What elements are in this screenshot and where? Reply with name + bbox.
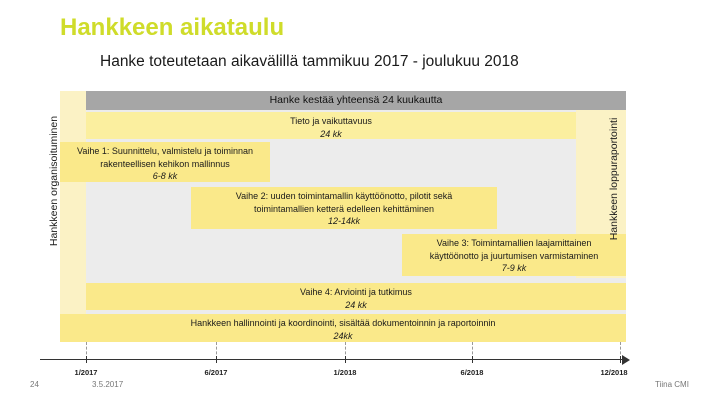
gantt-header: Hanke kestää yhteensä 24 kuukautta xyxy=(86,91,626,110)
right-vertical-label: Hankkeen loppuraportointi xyxy=(608,117,620,241)
timeline-tick xyxy=(620,356,621,363)
timeline-arrowhead xyxy=(622,355,630,365)
timeline-label: 12/2018 xyxy=(600,368,628,377)
slide-subtitle: Hanke toteutetaan aikavälillä tammikuu 2017 - joulukuu 2018 xyxy=(100,53,519,70)
left-strip xyxy=(60,91,86,342)
phase-1-line1: Vaihe 1: Suunnittelu, valmistelu ja toiminnan xyxy=(77,146,253,156)
timeline-tick xyxy=(472,356,473,363)
phase-3 xyxy=(402,234,626,276)
phase-3-duration: 7-9 kk xyxy=(501,263,527,273)
phase-2 xyxy=(191,187,497,229)
phase-4 xyxy=(86,283,626,310)
phase-4-line1: Vaihe 4: Arviointi ja tutkimus xyxy=(300,287,412,297)
footer-author: Tiina CMI xyxy=(655,380,689,389)
timeline-label: 6/2017 xyxy=(204,368,228,377)
phase-2-line2: toimintamallien ketterä edelleen kehittäminen xyxy=(253,203,435,214)
phase-1-duration: 6-8 kk xyxy=(152,171,178,181)
timeline-label: 1/2018 xyxy=(333,368,357,377)
timeline-tick xyxy=(345,356,346,363)
timeline-tick xyxy=(216,356,217,363)
phase-2-duration: 12-14kk xyxy=(327,216,361,226)
phase-administration xyxy=(60,314,626,342)
phase-1 xyxy=(60,142,270,182)
phase-2-line1: Vaihe 2: uuden toimintamallin käyttöönotto, pilotit sekä xyxy=(235,191,453,201)
timeline-tick xyxy=(86,356,87,363)
phase-knowledge-label: Tieto ja vaikuttavuus xyxy=(290,116,372,126)
phase-knowledge xyxy=(86,112,576,139)
timeline-axis xyxy=(40,359,624,360)
phase-3-line1: Vaihe 3: Toimintamallien laajamittainen xyxy=(436,238,592,248)
phase-administration-duration: 24kk xyxy=(333,330,353,341)
left-vertical-label: Hankkeen organisoituminen xyxy=(48,115,60,247)
timeline-label: 6/2018 xyxy=(460,368,484,377)
phase-3-line2: käyttöönotto ja juurtumisen varmistaminen xyxy=(429,250,599,261)
phase-4-duration: 24 kk xyxy=(345,299,367,310)
page-number: 24 xyxy=(30,380,39,389)
timeline-label: 1/2017 xyxy=(74,368,98,377)
slide-title: Hankkeen aikataulu xyxy=(60,14,285,41)
phase-administration-line1: Hankkeen hallinnointi ja koordinointi, sisältää dokumentoinnin ja raportoinnin xyxy=(190,318,496,328)
footer-date: 3.5.2017 xyxy=(92,380,124,389)
phase-knowledge-duration: 24 kk xyxy=(320,128,342,139)
phase-1-line2: rakenteellisen kehikon mallinnus xyxy=(100,158,230,169)
